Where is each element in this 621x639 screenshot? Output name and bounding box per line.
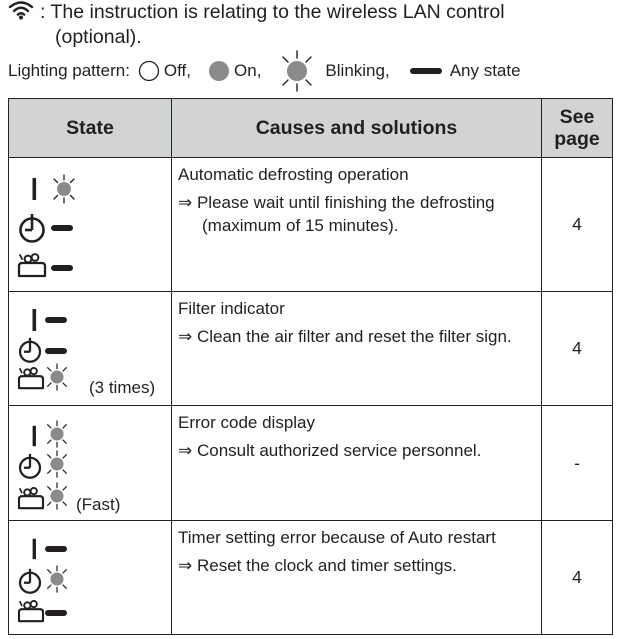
any-state-dash-icon	[51, 224, 73, 232]
table-row	[9, 406, 613, 521]
filter-icon	[17, 366, 45, 390]
wireless-lan-note	[8, 0, 608, 50]
legend-blinking-label: Blinking,	[325, 61, 390, 80]
blinking-lamp-icon	[43, 450, 71, 478]
page-cell: -	[542, 406, 613, 521]
state-note: (Fast)	[76, 495, 121, 514]
lighting-legend	[8, 49, 613, 93]
any-state-dash-icon	[45, 316, 67, 324]
wifi-icon	[8, 0, 34, 20]
timer-icon	[17, 453, 43, 479]
header-state: State	[9, 99, 172, 158]
cause-cell	[172, 406, 542, 521]
legend-on-label: On,	[234, 61, 262, 80]
page-cell: 4	[542, 292, 613, 406]
on-circle-icon	[208, 60, 230, 82]
cause-solution: ⇒ Reset the clock and timer settings.	[178, 556, 457, 575]
cause-solution: ⇒ Clean the air filter and reset the filter sign.	[178, 327, 512, 346]
legend-title: Lighting pattern:	[8, 61, 130, 80]
timer-icon	[17, 568, 43, 594]
cause-solution: ⇒ Please wait until finishing the defrosting (maximum of 15 minutes).	[178, 193, 495, 235]
cause-cell	[172, 292, 542, 406]
any-state-dash-icon	[45, 609, 67, 617]
blinking-lamp-icon	[43, 420, 71, 448]
state-note: (3 times)	[89, 378, 156, 397]
cause-cell	[172, 158, 542, 292]
any-state-dash-icon	[45, 347, 67, 355]
table-header-row	[9, 99, 613, 158]
power-icon	[24, 423, 44, 449]
power-icon	[24, 536, 44, 562]
off-circle-icon	[138, 60, 160, 82]
table-row	[9, 521, 613, 635]
page-cell: 4	[542, 521, 613, 635]
troubleshooting-table	[8, 98, 613, 635]
header-see-page-line2: page	[554, 128, 600, 150]
cause-title: Filter indicator	[178, 299, 285, 318]
header-causes: Causes and solutions	[172, 99, 542, 158]
state-cell	[9, 521, 172, 635]
filter-icon	[17, 252, 47, 278]
table-row	[9, 158, 613, 292]
header-see-page-line1: See	[559, 106, 595, 128]
any-state-dash-icon	[51, 264, 73, 272]
cause-cell	[172, 521, 542, 635]
legend-any-label: Any state	[449, 61, 521, 80]
blinking-lamp-icon	[43, 565, 71, 593]
blinking-lamp-icon	[275, 49, 319, 93]
state-cell	[9, 292, 172, 406]
page-cell: 4	[542, 158, 613, 292]
state-cell	[9, 406, 172, 521]
blinking-lamp-icon	[49, 174, 79, 204]
header-see-page	[542, 99, 613, 158]
filter-icon	[17, 486, 45, 510]
note-text-line2: (optional).	[55, 26, 142, 48]
timer-icon	[17, 213, 47, 243]
table-row	[9, 292, 613, 406]
power-icon	[24, 175, 44, 203]
legend-off-label: Off,	[163, 61, 192, 80]
any-state-dash-icon	[45, 545, 67, 553]
blinking-lamp-icon	[43, 482, 71, 510]
cause-title: Automatic defrosting operation	[178, 165, 409, 184]
state-cell	[9, 158, 172, 292]
any-state-dash-icon	[410, 66, 442, 76]
note-text-line1: : The instruction is relating to the wireless LAN control	[40, 1, 505, 23]
cause-title: Error code display	[178, 413, 316, 432]
cause-solution: ⇒ Consult authorized service personnel.	[178, 441, 482, 460]
blinking-lamp-icon	[43, 363, 71, 391]
cause-title: Timer setting error because of Auto restart	[178, 528, 496, 547]
filter-icon	[17, 599, 45, 623]
power-icon	[24, 306, 44, 334]
timer-icon	[17, 337, 43, 363]
